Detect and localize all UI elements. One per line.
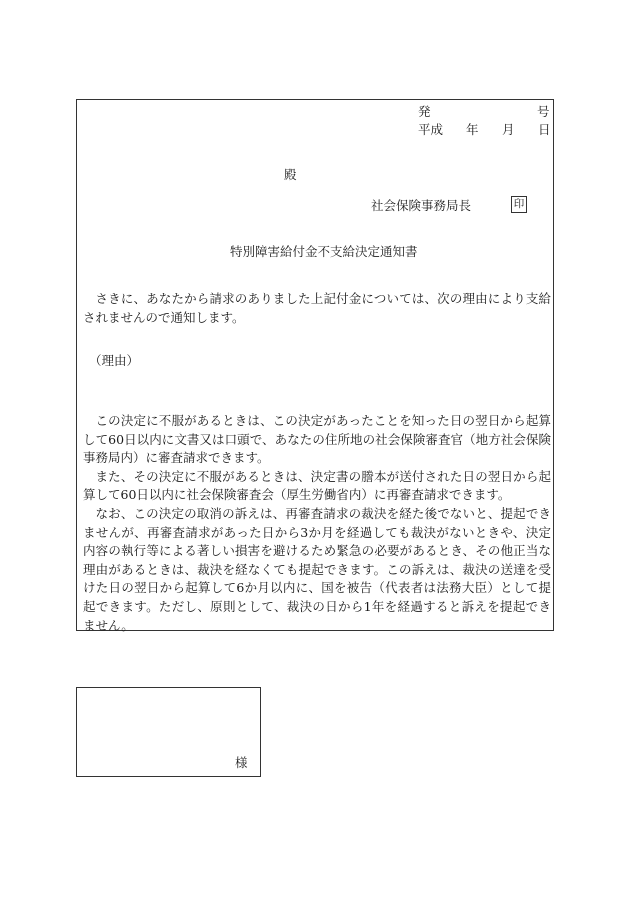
date-year-unit: 年: [466, 122, 479, 137]
appeal-paragraph-review: この決定に不服があるときは、この決定があったことを知った日の翌日から起算して60日以内に文書又は口頭で、あなたの住所地の社会保険審査官（地方社会保険事務局内）に審査請求できます。: [83, 413, 551, 466]
intro-paragraph: [83, 290, 551, 327]
address-honorific: 様: [235, 755, 248, 770]
issue-number-prefix: 発: [418, 104, 431, 119]
reason-label: （理由）: [89, 353, 140, 368]
appeal-paragraph-lawsuit: なお、この決定の取消の訴えは、再審査請求の裁決を経た後でないと、提起できませんが、再審査請求があった日から3か月を経過しても裁決がないときや、決定内容の執行等による著しい損害を避けるため緊急の必要があるとき、その他正当な理由があるときは、裁決を経なくても提起できます。この訴えは、裁決の送達を受けた日の翌日から起算して6か月以内に、国を被告（代表者は法務大臣）として提起できます。ただし、原則として、裁決の日から1年を経過すると訴えを提起できません。: [83, 505, 551, 633]
address-window: [76, 687, 261, 777]
appeal-notice: [83, 412, 551, 635]
recipient-honorific: 殿: [284, 167, 297, 182]
date-era: 平成: [418, 122, 444, 137]
intro-text: さきに、あなたから請求のありました上記付金については、次の理由により支給されませんので通知します。: [83, 291, 551, 325]
date-month-unit: 月: [502, 122, 515, 137]
seal-mark: 印: [511, 196, 527, 213]
issue-number-suffix: 号: [537, 104, 550, 119]
document-title: 特別障害給付金不支給決定通知書: [230, 244, 418, 259]
appeal-paragraph-rereview: また、その決定に不服があるときは、決定書の謄本が送付された日の翌日から起算して60日以内に社会保険審査会（厚生労働省内）に再審査請求できます。: [83, 468, 551, 503]
issuer-title: 社会保険事務局長: [371, 198, 472, 213]
date-day-unit: 日: [538, 122, 551, 137]
